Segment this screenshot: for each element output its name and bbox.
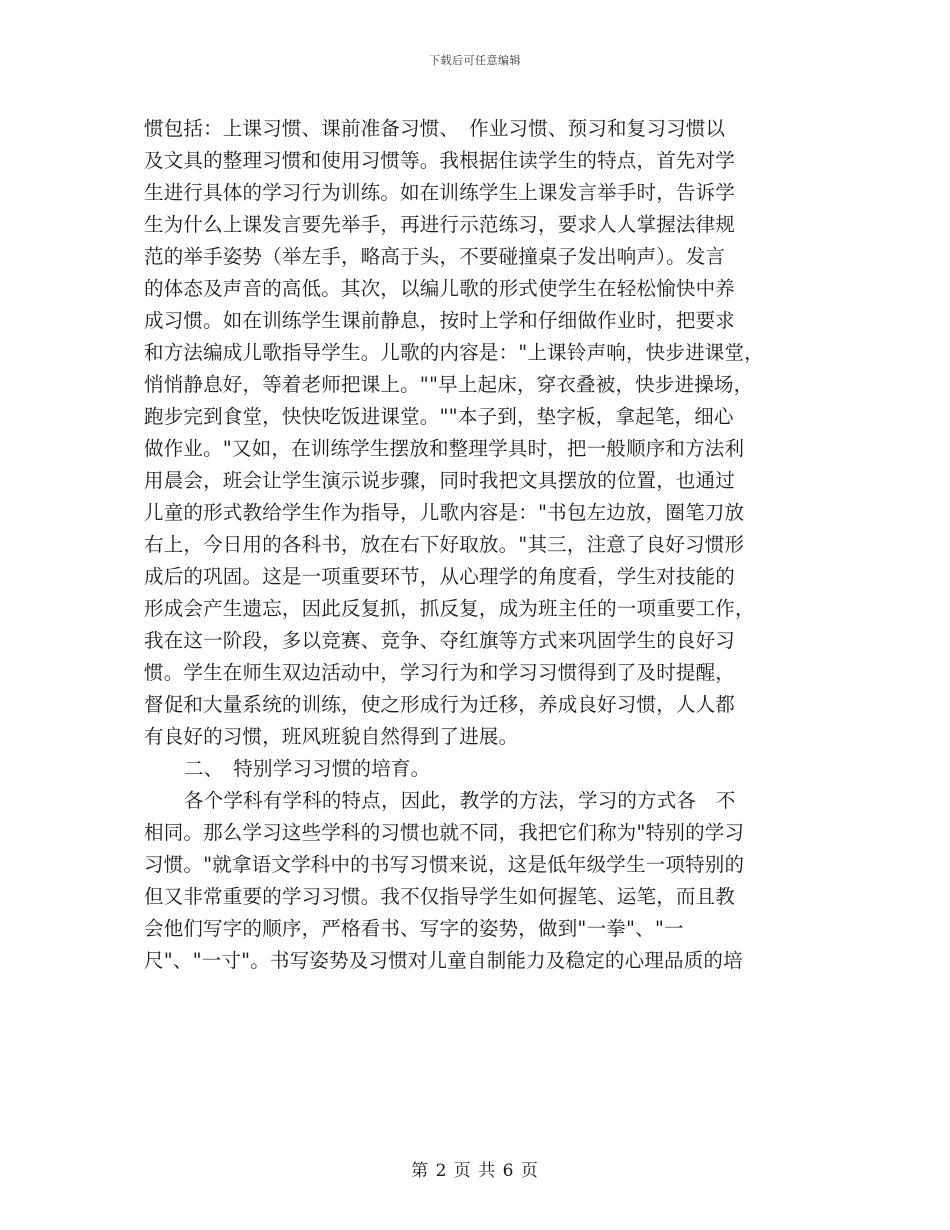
text-line: 及文具的整理习惯和使用习惯等。我根据住读学生的特点，首先对学 bbox=[144, 149, 736, 172]
text-line: 成后的巩固。这是一项重要环节，从心理学的角度看，学生对技能的 bbox=[144, 565, 736, 588]
text-line: 成习惯。如在训练学生课前静息，按时上学和仔细做作业时，把要求 bbox=[144, 309, 736, 332]
text-line: 右上，今日用的各科书，放在右下好取放。"其三，注意了良好习惯形 bbox=[144, 533, 745, 556]
text-line: 尺"、"一寸"。书写姿势及习惯对儿童自制能力及稳定的心理品质的培 bbox=[144, 949, 743, 972]
text-line: 生为什么上课发言要先举手，再进行示范练习，要求人人掌握法律规 bbox=[144, 213, 736, 236]
page-header: 下载后可任意编辑 bbox=[429, 54, 521, 67]
text-line: 我在这一阶段，多以竞赛、竞争、夺红旗等方式来巩固学生的良好习 bbox=[144, 629, 736, 652]
text-line: 有良好的习惯，班风班貌自然得到了进展。 bbox=[144, 725, 519, 748]
text-line: 但又非常重要的学习习惯。我不仅指导学生如何握笔、运笔，而且教 bbox=[144, 885, 736, 908]
section-heading: 二、 特别学习习惯的培育。 bbox=[184, 757, 431, 780]
text-line: 各个学科有学科的特点，因此，教学的方法，学习的方式各 不 bbox=[184, 789, 736, 812]
text-line: 悄悄静息好，等着老师把课上。""早上起床，穿衣叠被，快步进操场， bbox=[144, 373, 754, 396]
page-number: 第 2 页 共 6 页 bbox=[411, 1161, 539, 1181]
text-line: 的体态及声音的高低。其次，以编儿歌的形式使学生在轻松愉快中养 bbox=[144, 277, 736, 300]
text-line: 跑步完到食堂，快快吃饭进课堂。""本子到，垫字板，拿起笔，细心 bbox=[144, 405, 734, 428]
text-line: 儿童的形式教给学生作为指导，儿歌内容是："书包左边放，圈笔刀放 bbox=[144, 501, 745, 524]
text-line: 形成会产生遗忘，因此反复抓，抓反复，成为班主任的一项重要工作， bbox=[144, 597, 755, 620]
text-line: 用晨会，班会让学生演示说步骤，同时我把文具摆放的位置，也通过 bbox=[144, 469, 736, 492]
text-line: 相同。那么学习这些学科的习惯也就不同，我把它们称为"特别的学习 bbox=[144, 821, 745, 844]
text-line: 生进行具体的学习行为训练。如在训练学生上课发言举手时，告诉学 bbox=[144, 181, 736, 204]
text-line: 范的举手姿势（举左手，略高于头，不要碰撞桌子发出响声）。发言 bbox=[144, 245, 726, 268]
text-line: 惯包括：上课习惯、课前准备习惯、 作业习惯、预习和复习习惯以 bbox=[144, 117, 726, 140]
text-line: 督促和大量系统的训练，使之形成行为迁移，养成良好习惯，人人都 bbox=[144, 693, 736, 716]
text-line: 习惯。"就拿语文学科中的书写习惯来说，这是低年级学生一项特别的 bbox=[144, 853, 745, 876]
text-line: 和方法编成儿歌指导学生。儿歌的内容是："上课铃声响，快步进课堂， bbox=[144, 341, 764, 364]
text-line: 惯。学生在师生双边活动中，学习行为和学习习惯得到了及时提醒， bbox=[144, 661, 736, 684]
text-line: 做作业。"又如，在训练学生摆放和整理学具时，把一般顺序和方法利 bbox=[144, 437, 745, 460]
text-line: 会他们写字的顺序，严格看书、写字的姿势，做到"一拳"、"一 bbox=[144, 917, 684, 940]
body-text bbox=[144, 113, 804, 977]
